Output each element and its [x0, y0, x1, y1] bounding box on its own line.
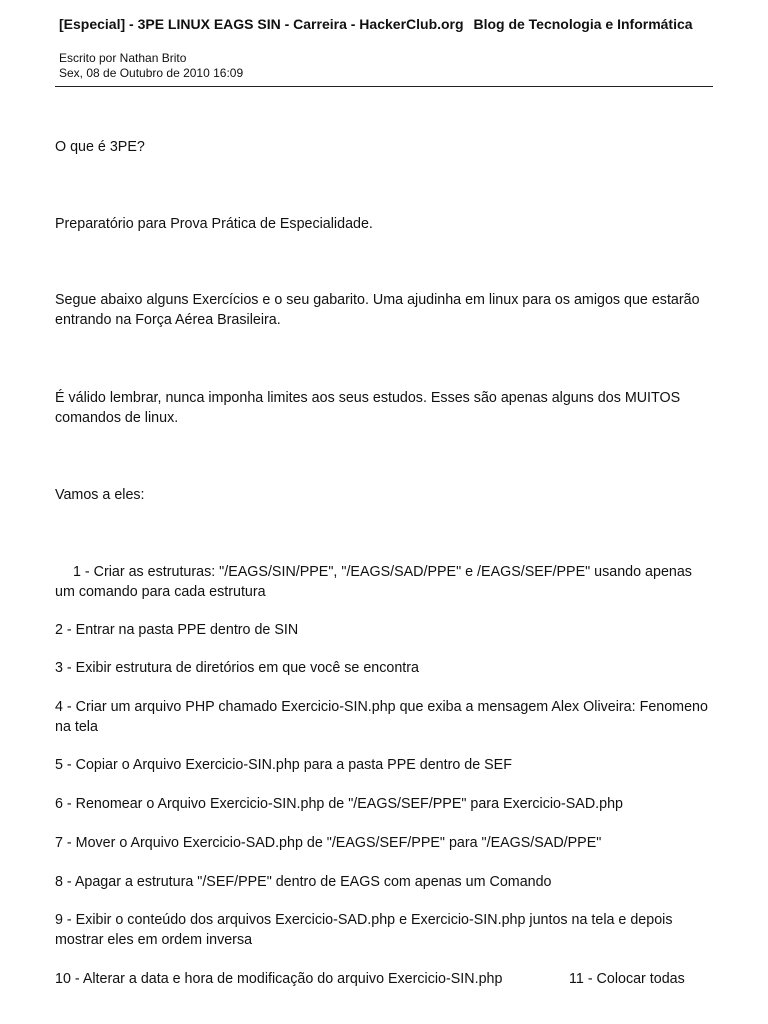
last-line: [55, 969, 685, 989]
exercise-item: 10 - Alterar a data e hora de modificação do arquivo Exercicio-SIN.php: [55, 971, 503, 987]
publish-date: Sex, 08 de Outubro de 2010 16:09: [59, 66, 244, 80]
exercise-item: 4 - Criar um arquivo PHP chamado Exercicio-SIN.php que exiba a mensagem Alex Oliveira: Fenomeno na tela: [55, 699, 708, 735]
exercise-item: 11 - Colocar todas: [569, 971, 685, 987]
segue-paragraph: Segue abaixo alguns Exercícios e o seu gabarito. Uma ajudinha em linux para os amigos que estarão entrando na Força Aérea Brasileira.: [55, 292, 700, 328]
valido-paragraph: É válido lembrar, nunca imponha limites aos seus estudos. Esses são apenas alguns dos MUITOS comandos de linux.: [55, 390, 681, 426]
exercise-item: 1 - Criar as estruturas: "/EAGS/SIN/PPE", "/EAGS/SAD/PPE" e /EAGS/SEF/PPE" usando apenas um comando para cada estrutura: [55, 564, 692, 600]
article-title: [Especial] - 3PE LINUX EAGS SIN - Carreira - HackerClub.org: [59, 16, 464, 32]
author: Escrito por Nathan Brito: [59, 51, 187, 65]
question-heading: O que é 3PE?: [55, 139, 145, 155]
exercise-item: 5 - Copiar o Arquivo Exercicio-SIN.php para a pasta PPE dentro de SEF: [55, 757, 512, 773]
blog-name: Blog de Tecnologia e Informática: [473, 16, 693, 32]
byline: [59, 51, 243, 81]
exercise-item: 6 - Renomear o Arquivo Exercicio-SIN.php de "/EAGS/SEF/PPE" para Exercicio-SAD.php: [55, 796, 623, 812]
exercise-item: 9 - Exibir o conteúdo dos arquivos Exercicio-SAD.php e Exercicio-SIN.php juntos na tela e depois mostrar eles em ordem inversa: [55, 912, 673, 948]
exercise-item: 2 - Entrar na pasta PPE dentro de SIN: [55, 622, 299, 638]
vamos-paragraph: Vamos a eles:: [55, 487, 145, 503]
exercise-item: 7 - Mover o Arquivo Exercicio-SAD.php de "/EAGS/SEF/PPE" para "/EAGS/SAD/PPE": [55, 835, 602, 851]
page-header: [59, 16, 693, 32]
exercise-item: 8 - Apagar a estrutura "/SEF/PPE" dentro de EAGS com apenas um Comando: [55, 874, 552, 890]
exercise-item: 3 - Exibir estrutura de diretórios em que você se encontra: [55, 660, 419, 676]
header-divider: [55, 86, 713, 87]
intro-paragraph: Preparatório para Prova Prática de Especialidade.: [55, 216, 373, 232]
